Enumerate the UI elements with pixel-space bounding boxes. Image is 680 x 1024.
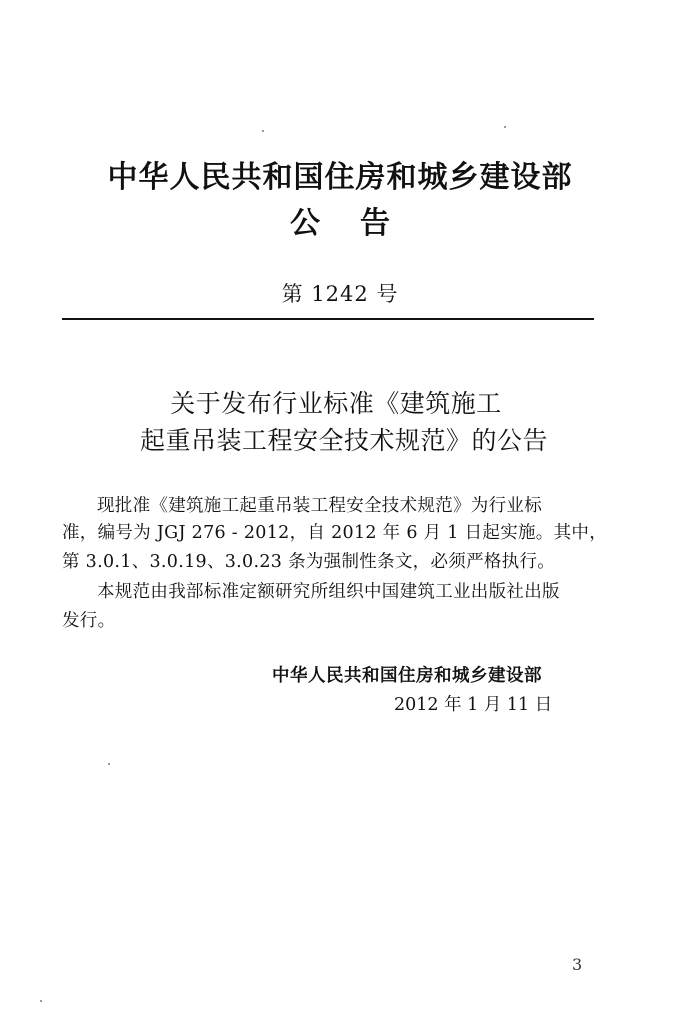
subject-line-1: 关于发布行业标准《建筑施工 [170,389,502,418]
scan-speck [40,1000,42,1002]
body-line-3: 第 3.0.1、3.0.19、3.0.23 条为强制性条文，必须严格执行。 [62,552,556,572]
ministry-title: 中华人民共和国住房和城乡建设部 [107,160,573,195]
notice-title: 公告 [290,206,430,241]
scan-speck [108,763,110,765]
signature-date: 2012 年 1 月 11 日 [394,695,553,715]
body-line-2: 准，编号为 JGJ 276 - 2012，自 2012 年 6 月 1 日起实施。其中， [62,523,607,543]
scan-speck [504,126,506,128]
scan-speck [262,130,264,132]
signature-organization: 中华人民共和国住房和城乡建设部 [272,666,542,686]
notice-number: 第 1242 号 [281,282,399,306]
header-divider [62,318,594,320]
page-number: 3 [572,955,583,974]
body-line-1: 现批准《建筑施工起重吊装工程安全技术规范》为行业标 [97,496,542,516]
body-line-4: 本规范由我部标准定额研究所组织中国建筑工业出版社出版 [97,582,560,602]
body-line-5: 发行。 [62,611,116,631]
subject-line-2: 起重吊装工程安全技术规范》的公告 [139,426,548,455]
